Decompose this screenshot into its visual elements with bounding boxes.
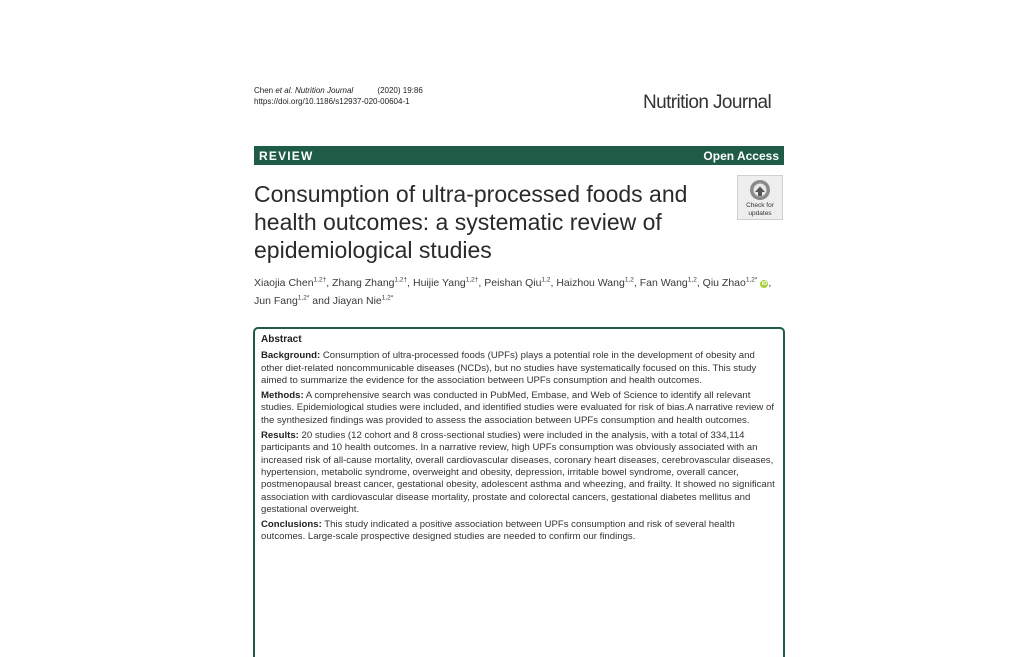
check-updates-icon [749, 179, 771, 201]
check-for-updates-badge[interactable] [737, 175, 783, 220]
author-affiliation: 1,2† [465, 276, 479, 283]
author-affiliation: 1,2 [541, 276, 551, 283]
author-name[interactable]: Fan Wang [639, 276, 688, 289]
author-entry [556, 277, 639, 289]
author-separator: , [633, 276, 640, 289]
author-affiliation: 1,2 [624, 276, 634, 283]
author-name[interactable]: Haizhou Wang [556, 276, 625, 289]
section-text: 20 studies (12 cohort and 8 cross-sectional studies) were included in the analysis, with a total of 334,114 participants and 10 health outcomes. In a narrative review, high UPFs consumption was obviously associated with an increased risk of all-cause mortality, overall cardiovascular diseases, coronary heart diseases, cerebrovascular diseases, hypertension, metabolic syndrome, overweight and obesity, depression, irritable bowel syndrome, overall cancer, postmenopausal breast cancer, gestational obesity, adolescent asthma and wheezing, and frailty. It showed no significant association with cardiovascular disease mortality, prostate and colorectal cancers, gestational diabetes mellitus and gestational overweight. [261, 430, 775, 515]
section-text: Consumption of ultra-processed foods (UPFs) plays a potential role in the development of obesity and other diet-related noncommunicable diseases (NCDs), but no studies have systematically focused on this. This study aimed to summarize the evidence for the association between UPFs consumption and health outcomes. [261, 350, 757, 386]
author-entry [332, 277, 413, 289]
article-title: Consumption of ultra-processed foods and health outcomes: a systematic review of epidemiological studies [254, 181, 688, 263]
doi-link[interactable]: https://doi.org/10.1186/s12937-020-00604-1 [254, 97, 410, 106]
author-entry [254, 295, 333, 307]
citation-year: (2020) 19:86 [377, 86, 423, 95]
author-entry [413, 277, 484, 289]
abstract-box [253, 327, 785, 657]
author-separator: , [326, 276, 333, 289]
author-entry [640, 277, 703, 289]
author-entry [703, 277, 772, 289]
orcid-icon[interactable]: iD [761, 280, 768, 287]
citation-journal: Nutrition Journal [294, 86, 354, 95]
abstract-section-methods [261, 390, 777, 427]
section-label: Results: [261, 430, 299, 442]
author-affiliation: 1,2* [745, 276, 758, 283]
author-name[interactable]: Zhang Zhang [332, 276, 395, 289]
author-name[interactable]: Jiayan Nie [332, 295, 382, 307]
open-access-label: Open Access [703, 148, 779, 163]
author-name[interactable]: Jun Fang [254, 295, 298, 307]
author-entry [254, 277, 332, 289]
author-separator: , [407, 276, 414, 289]
author-affiliation: 1,2† [313, 276, 327, 283]
author-separator: and [309, 295, 333, 307]
abstract-heading: Abstract [261, 334, 302, 345]
author-affiliation: 1,2† [394, 276, 408, 283]
section-label: Conclusions: [261, 519, 322, 531]
author-entry [484, 277, 556, 289]
citation-header [254, 85, 423, 107]
section-text: A comprehensive search was conducted in PubMed, Embase, and Web of Science to identify all relevant studies. Epidemiological studies were included, and identified studies were evaluated for risk of bias.A narrative review of the synthesized findings was provided to assess the association between UPFs consumption and health outcomes. [261, 390, 775, 426]
section-label: Methods: [261, 390, 304, 402]
section-label: Background: [261, 350, 321, 362]
author-list [254, 272, 784, 309]
author-affiliation: 1,2* [381, 294, 394, 302]
author-name[interactable]: Xiaojia Chen [254, 276, 314, 289]
abstract-section-background [261, 350, 777, 387]
author-separator: , [768, 276, 772, 289]
citation-authors: Chen [254, 86, 274, 95]
author-name[interactable]: Peishan Qiu [484, 276, 542, 289]
abstract-section-results [261, 430, 777, 516]
author-affiliation: 1,2* [297, 294, 310, 302]
check-updates-line1: Check for [746, 202, 774, 209]
article-type-banner [254, 146, 784, 165]
author-name[interactable]: Huijie Yang [413, 276, 466, 289]
author-name[interactable]: Qiu Zhao [702, 276, 746, 289]
section-text: This study indicated a positive association between UPFs consumption and risk of several health outcomes. Large-scale prospective designed studies are needed to confirm our findings. [261, 519, 735, 543]
article-type-label: REVIEW [259, 148, 314, 163]
journal-logo[interactable]: Nutrition Journal [643, 92, 772, 113]
author-separator: , [478, 276, 485, 289]
author-separator: , [696, 276, 703, 289]
author-separator: , [550, 276, 557, 289]
check-updates-line2: updates [748, 210, 772, 217]
citation-etal: et al. [275, 86, 293, 95]
abstract-section-conclusions [261, 519, 777, 544]
author-affiliation: 1,2 [687, 276, 697, 283]
author-entry [333, 295, 394, 307]
citation-line [254, 85, 423, 96]
